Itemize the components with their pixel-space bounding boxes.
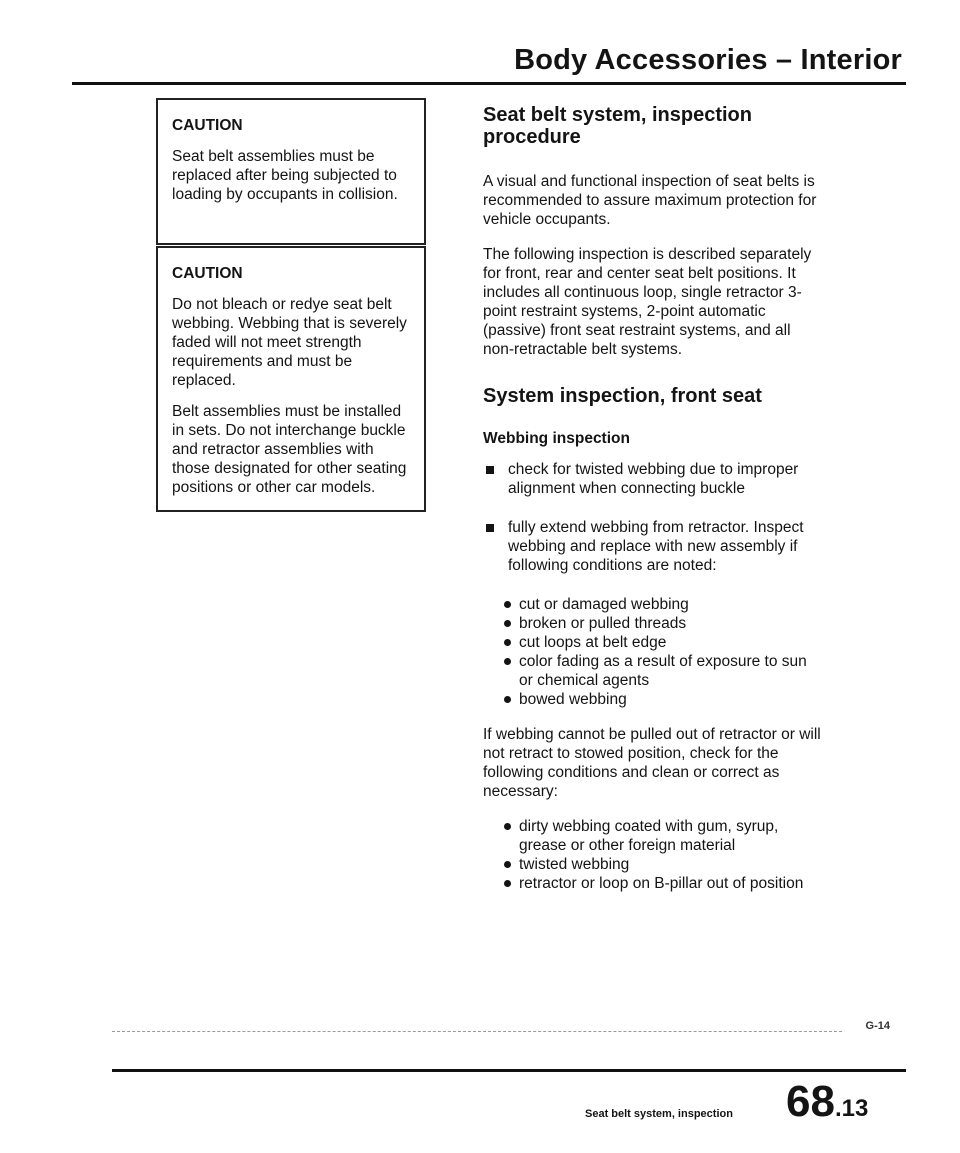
intro-paragraph: A visual and functional inspection of seat belts is recommended to assure maximum protection for vehicle occupants. [483, 173, 817, 228]
subheading-webbing-inspection: Webbing inspection [483, 430, 630, 447]
caution-heading: CAUTION [172, 265, 243, 282]
caution-text: Belt assemblies must be installed in sets. Do not interchange buckle and retractor assemblies with those designated for other seating positions or other car models. [172, 403, 407, 496]
caution-text: Do not bleach or redye seat belt webbing. Webbing that is severely faded will not meet strength requirements and must be replaced. [172, 296, 407, 389]
list-item: twisted webbing [504, 855, 823, 874]
page-number-major: 68 [786, 1077, 835, 1126]
list-item: bowed webbing [504, 690, 823, 709]
divider [112, 1031, 842, 1032]
footer-section-title: Seat belt system, inspection [585, 1108, 733, 1120]
list-item: dirty webbing coated with gum, syrup, grease or other foreign material [504, 817, 823, 855]
page-header-title: Body Accessories – Interior [514, 44, 902, 76]
list-item: check for twisted webbing due to improper alignment when connecting buckle [483, 460, 823, 498]
list-item: cut loops at belt edge [504, 633, 823, 652]
list-item: color fading as a result of exposure to sun or chemical agents [504, 652, 823, 690]
retract-conditions-list [483, 817, 823, 893]
caution-text: Seat belt assemblies must be replaced after being subjected to loading by occupants in collision. [172, 148, 398, 203]
page-number [786, 1077, 869, 1126]
damage-conditions-list [483, 595, 823, 709]
footer-rule [112, 1069, 906, 1072]
list-item: retractor or loop on B-pillar out of position [504, 874, 823, 893]
list-item: fully extend webbing from retractor. Inspect webbing and replace with new assembly if following conditions are noted: [483, 518, 823, 575]
caution-box-replacement [156, 98, 426, 245]
page-code: G-14 [865, 1020, 890, 1032]
header-rule [72, 82, 906, 85]
caution-box-webbing [156, 246, 426, 512]
main-column [483, 104, 823, 909]
subsection-title: System inspection, front seat [483, 385, 762, 407]
retract-paragraph: If webbing cannot be pulled out of retractor or will not retract to stowed position, check for the following conditions and clean or correct as necessary: [483, 726, 821, 800]
page-number-minor: .13 [834, 1095, 869, 1122]
intro-paragraph: The following inspection is described separately for front, rear and center seat belt positions. It includes all continuous loop, single retractor 3-point restraint systems, 2-point automatic (passive) front seat restraint systems, and all non-retractable belt systems. [483, 246, 812, 358]
caution-heading: CAUTION [172, 117, 243, 134]
list-item: cut or damaged webbing [504, 595, 823, 614]
list-item: broken or pulled threads [504, 614, 823, 633]
section-title: Seat belt system, inspection procedure [483, 104, 752, 148]
inspection-steps [483, 460, 823, 575]
